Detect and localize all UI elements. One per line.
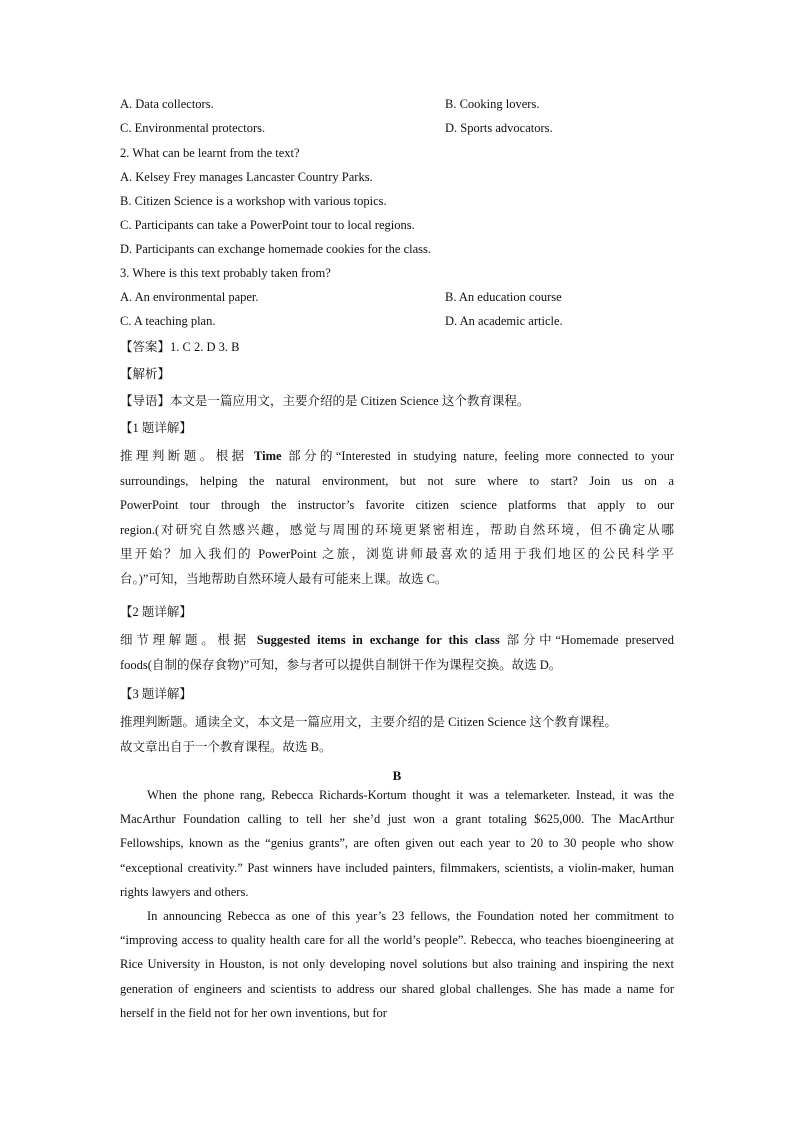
q1-option-b: B. Cooking lovers.	[445, 97, 540, 111]
q3-option-c: C. A teaching plan.	[120, 314, 216, 328]
passage-b-paragraph-1: When the phone rang, Rebecca Richards-Kortum thought it was a telemarketer. Instead, it was the MacArthur Foundation calling to tell her she’d just won a grant totaling $625,000. The MacArthur Fellowships, known as the “genius grants”, are often given out each year to 20 to 30 people who show “exceptional creativity.” Past winners have included painters, filmmakers, scientists, a violin-maker, human rights lawyers and others.	[120, 788, 674, 899]
q1-option-c: C. Environmental protectors.	[120, 121, 266, 135]
q2-option-d: D. Participants can exchange homemade cookies for the class.	[120, 242, 431, 256]
passage-b-paragraph-2: In announcing Rebecca as one of this year’s 23 fellows, the Foundation noted her commitment to “improving access to quality health care for all the world’s people”. Rebecca, who teaches bioengineering at Rice University in Houston, is not only developing novel solutions but also training and inspiring the next generation of engineers and scientists to address our shared global challenges. She has made a name for herself in the field not for her own inventions, but for	[120, 909, 674, 1020]
detail-3-body	[120, 710, 674, 759]
passage-b	[120, 783, 674, 1025]
detail-2-title: 【2 题详解】	[120, 605, 192, 619]
q2-option-c: C. Participants can take a PowerPoint tour to local regions.	[120, 218, 415, 232]
detail-1-line-3: PowerPoint tour through the instructor’s favorite citizen science platforms that apply to our	[120, 498, 674, 512]
detail-2-body	[120, 628, 674, 677]
q2-option-a: A. Kelsey Frey manages Lancaster Country Parks.	[120, 170, 373, 184]
q3-option-d: D. An academic article.	[445, 314, 563, 328]
detail-3-title: 【3 题详解】	[120, 687, 192, 701]
answer-line: 【答案】1. C 2. D 3. B	[120, 340, 240, 354]
analysis-label: 【解析】	[120, 367, 171, 381]
detail-1-line-2: surroundings, helping the natural environment, but not sure where to start? Join us on a	[120, 473, 674, 488]
detail-1-body	[120, 444, 674, 591]
detail-1-line-4: region.(对研究自然感兴趣，感觉与周围的环境更紧密相连，帮助自然环境，但不确定从哪	[120, 522, 674, 537]
detail-1-line-1: 推理判断题。根据 Time 部分的“Interested in studying nature, feeling more connected to your	[120, 449, 674, 463]
guide-line: 【导语】本文是一篇应用文，主要介绍的是 Citizen Science 这个教育课程。	[120, 394, 530, 408]
q3-option-b: B. An education course	[445, 290, 562, 304]
detail-1-line-6: 台。)”可知，当地帮助自然环境人最有可能来上课。故选 C。	[120, 571, 448, 586]
detail-2-line-1: 细节理解题。根据 Suggested items in exchange for this class 部分中“Homemade preserved	[120, 633, 674, 647]
q3-option-a: A. An environmental paper.	[120, 290, 259, 304]
q1-option-a: A. Data collectors.	[120, 97, 214, 111]
q3-stem: 3. Where is this text probably taken from?	[120, 266, 331, 280]
detail-3-line-1: 推理判断题。通读全文，本文是一篇应用文，主要介绍的是 Citizen Science 这个教育课程。	[120, 715, 617, 729]
detail-1-title: 【1 题详解】	[120, 421, 192, 435]
q2-option-b: B. Citizen Science is a workshop with various topics.	[120, 194, 387, 208]
section-b-heading: B	[392, 768, 402, 783]
q1-option-d: D. Sports advocators.	[445, 121, 553, 135]
q2-stem: 2. What can be learnt from the text?	[120, 146, 300, 160]
detail-1-line-5: 里开始？加入我们的 PowerPoint 之旅，浏览讲师最喜欢的适用于我们地区的公民科学平	[120, 547, 674, 561]
detail-2-line-2: foods(自制的保存食物)”可知，参与者可以提供自制饼干作为课程交换。故选 D。	[120, 657, 562, 672]
detail-3-line-2: 故文章出自于一个教育课程。故选 B。	[120, 739, 332, 754]
